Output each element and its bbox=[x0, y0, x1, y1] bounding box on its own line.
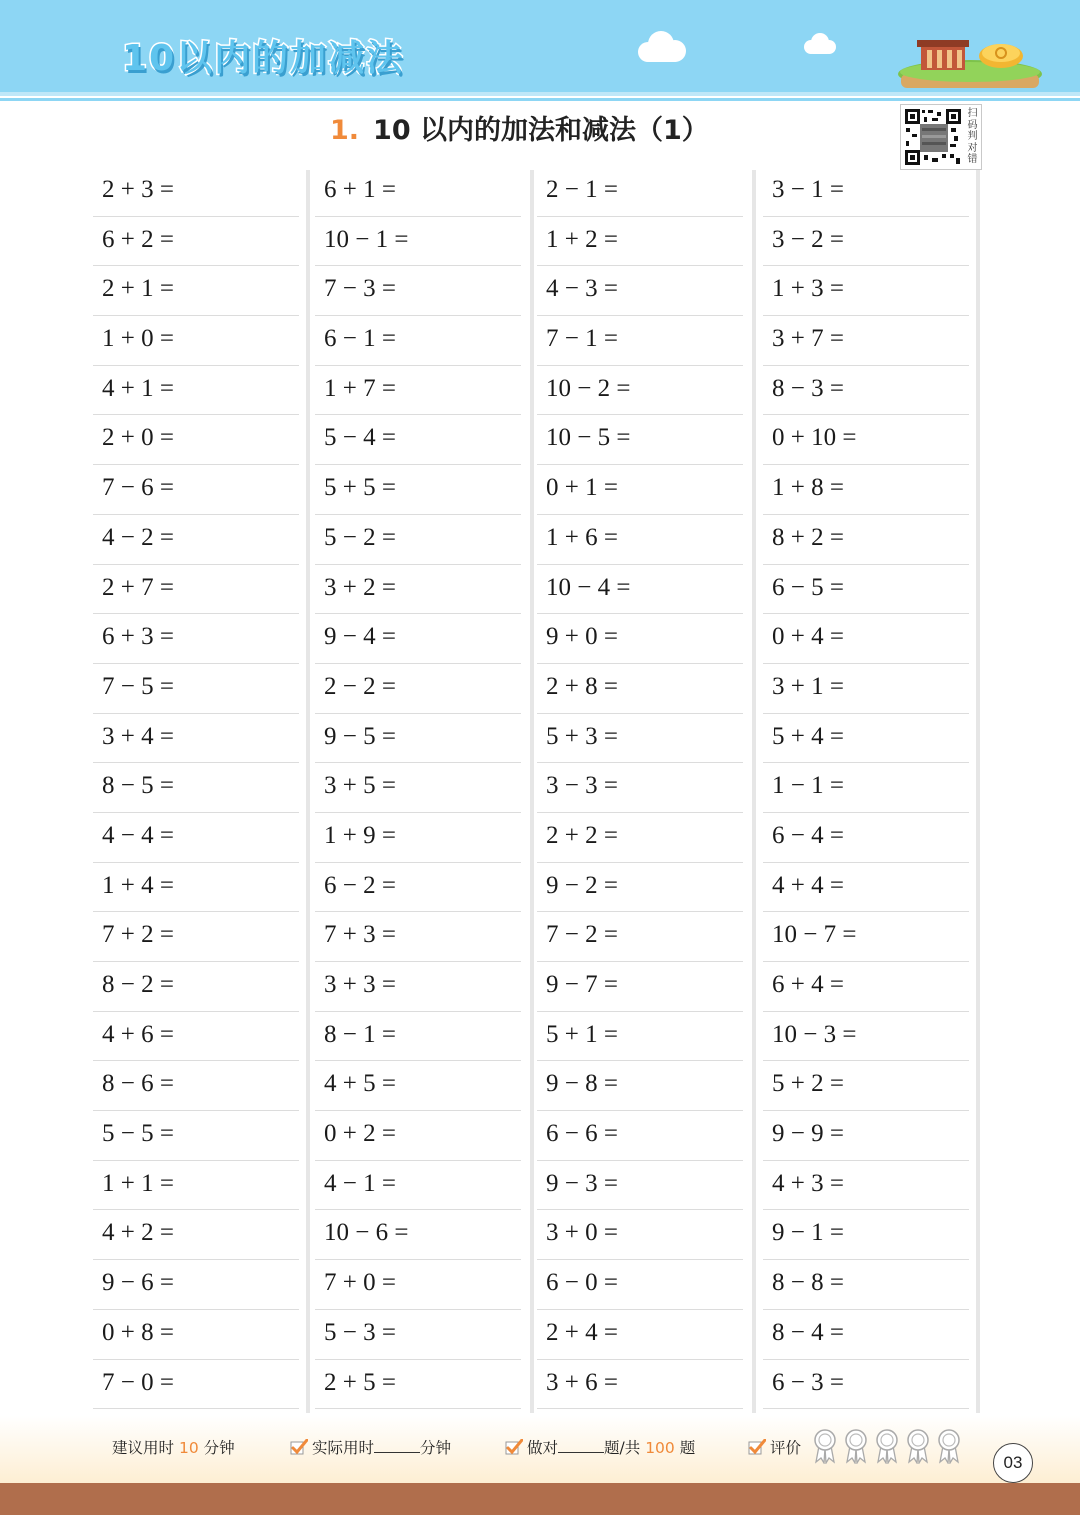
problem-item[interactable]: 8 + 2 = bbox=[763, 515, 969, 565]
problem-item[interactable]: 8 − 4 = bbox=[763, 1310, 969, 1360]
problem-item[interactable]: 9 + 0 = bbox=[537, 614, 743, 664]
question-unit: 题 bbox=[679, 1439, 696, 1457]
cloud-icon bbox=[632, 28, 690, 66]
problem-item[interactable]: 7 − 2 = bbox=[537, 912, 743, 962]
problem-item[interactable]: 7 − 6 = bbox=[93, 465, 299, 515]
problem-item[interactable]: 4 + 2 = bbox=[93, 1210, 299, 1260]
problem-item[interactable]: 8 − 3 = bbox=[763, 366, 969, 416]
rating-medal-icon[interactable] bbox=[843, 1428, 869, 1464]
problem-item[interactable]: 6 + 3 = bbox=[93, 614, 299, 664]
problem-item[interactable]: 1 + 2 = bbox=[537, 217, 743, 267]
problem-item[interactable]: 5 − 5 = bbox=[93, 1111, 299, 1161]
problem-item[interactable]: 3 + 3 = bbox=[315, 962, 521, 1012]
problem-item[interactable]: 8 − 2 = bbox=[93, 962, 299, 1012]
problem-item[interactable]: 8 − 6 = bbox=[93, 1061, 299, 1111]
qr-label-char: 对 bbox=[967, 142, 978, 154]
actual-time-blank[interactable] bbox=[374, 1438, 420, 1453]
problem-item[interactable]: 2 + 8 = bbox=[537, 664, 743, 714]
problem-item[interactable]: 4 − 4 = bbox=[93, 813, 299, 863]
qr-label-char: 判 bbox=[967, 131, 978, 142]
problem-item[interactable]: 9 − 7 = bbox=[537, 962, 743, 1012]
problem-item[interactable]: 1 + 6 = bbox=[537, 515, 743, 565]
problem-item[interactable]: 1 + 1 = bbox=[93, 1161, 299, 1211]
column-divider bbox=[976, 170, 980, 1413]
problem-item[interactable]: 10 − 3 = bbox=[763, 1012, 969, 1062]
check-icon bbox=[505, 1439, 523, 1455]
problem-item[interactable]: 2 + 5 = bbox=[315, 1360, 521, 1410]
problem-item[interactable]: 10 − 4 = bbox=[537, 565, 743, 615]
problem-item[interactable]: 6 + 1 = bbox=[315, 167, 521, 217]
problem-column-1 bbox=[93, 167, 299, 1409]
problem-item[interactable]: 9 − 6 = bbox=[93, 1260, 299, 1310]
total-label: 题/共 bbox=[604, 1439, 641, 1457]
problem-item[interactable]: 0 + 1 = bbox=[537, 465, 743, 515]
problem-item[interactable]: 1 + 7 = bbox=[315, 366, 521, 416]
problem-column-4 bbox=[763, 167, 969, 1409]
problem-item[interactable]: 9 − 9 = bbox=[763, 1111, 969, 1161]
problem-item[interactable]: 1 + 3 = bbox=[763, 266, 969, 316]
problem-item[interactable]: 3 − 3 = bbox=[537, 763, 743, 813]
rating-medal-icon[interactable] bbox=[812, 1428, 838, 1464]
problem-item[interactable]: 4 + 1 = bbox=[93, 366, 299, 416]
problem-item[interactable]: 8 − 1 = bbox=[315, 1012, 521, 1062]
small-cloud-icon bbox=[800, 32, 838, 56]
rating-medal-icon[interactable] bbox=[905, 1428, 931, 1464]
problem-item[interactable]: 2 + 4 = bbox=[537, 1310, 743, 1360]
problem-item[interactable]: 5 + 2 = bbox=[763, 1061, 969, 1111]
problem-item[interactable]: 7 + 2 = bbox=[93, 912, 299, 962]
problem-column-3 bbox=[537, 167, 743, 1409]
problem-item[interactable]: 5 + 4 = bbox=[763, 714, 969, 764]
problem-item[interactable]: 6 − 3 = bbox=[763, 1360, 969, 1410]
check-icon bbox=[290, 1439, 308, 1455]
problem-item[interactable]: 10 − 5 = bbox=[537, 415, 743, 465]
qr-label bbox=[966, 108, 979, 166]
problem-item[interactable]: 3 + 5 = bbox=[315, 763, 521, 813]
problem-item[interactable]: 10 − 2 = bbox=[537, 366, 743, 416]
problem-item[interactable]: 3 − 1 = bbox=[763, 167, 969, 217]
problem-item[interactable]: 3 + 7 = bbox=[763, 316, 969, 366]
minutes-unit: 分钟 bbox=[203, 1439, 235, 1457]
problem-item[interactable]: 4 + 5 = bbox=[315, 1061, 521, 1111]
minutes-unit: 分钟 bbox=[420, 1439, 452, 1457]
problem-item[interactable]: 7 − 0 = bbox=[93, 1360, 299, 1410]
problem-item[interactable]: 9 − 5 = bbox=[315, 714, 521, 764]
problem-item[interactable]: 3 + 4 = bbox=[93, 714, 299, 764]
problem-item[interactable]: 6 − 6 = bbox=[537, 1111, 743, 1161]
qr-label-char: 错 bbox=[967, 154, 978, 165]
problem-item[interactable]: 8 − 8 = bbox=[763, 1260, 969, 1310]
problem-item[interactable]: 5 + 3 = bbox=[537, 714, 743, 764]
qr-code-block[interactable] bbox=[900, 104, 982, 170]
problem-item[interactable]: 6 − 1 = bbox=[315, 316, 521, 366]
correct-count-blank[interactable] bbox=[558, 1438, 604, 1453]
correct-count bbox=[505, 1436, 695, 1460]
problem-item[interactable]: 9 − 1 = bbox=[763, 1210, 969, 1260]
column-divider bbox=[752, 170, 756, 1413]
rating-medal-icon[interactable] bbox=[936, 1428, 962, 1464]
problem-item[interactable]: 3 + 2 = bbox=[315, 565, 521, 615]
qr-code-icon[interactable] bbox=[904, 108, 962, 166]
problem-item[interactable]: 4 − 1 = bbox=[315, 1161, 521, 1211]
problem-item[interactable]: 6 + 4 = bbox=[763, 962, 969, 1012]
problem-item[interactable]: 5 − 3 = bbox=[315, 1310, 521, 1360]
problem-item[interactable]: 2 + 2 = bbox=[537, 813, 743, 863]
problem-item[interactable]: 2 + 3 = bbox=[93, 167, 299, 217]
check-icon bbox=[748, 1439, 766, 1455]
problem-item[interactable]: 7 − 3 = bbox=[315, 266, 521, 316]
actual-time-label: 实际用时 bbox=[312, 1439, 375, 1457]
footer-bar bbox=[0, 1483, 1080, 1515]
problem-item[interactable]: 9 − 4 = bbox=[315, 614, 521, 664]
problem-item[interactable]: 9 − 8 = bbox=[537, 1061, 743, 1111]
problem-item[interactable]: 2 + 1 = bbox=[93, 266, 299, 316]
exercise-number: 1. bbox=[330, 115, 360, 146]
problem-item[interactable]: 9 − 2 = bbox=[537, 863, 743, 913]
problem-item[interactable]: 0 + 2 = bbox=[315, 1111, 521, 1161]
problem-item[interactable]: 0 + 10 = bbox=[763, 415, 969, 465]
problem-item[interactable]: 7 + 3 = bbox=[315, 912, 521, 962]
problem-item[interactable]: 7 + 0 = bbox=[315, 1260, 521, 1310]
problem-item[interactable]: 10 − 7 = bbox=[763, 912, 969, 962]
problem-item[interactable]: 5 + 5 = bbox=[315, 465, 521, 515]
problem-item[interactable]: 2 + 7 = bbox=[93, 565, 299, 615]
column-divider bbox=[530, 170, 534, 1413]
suggested-time bbox=[112, 1436, 235, 1460]
suggested-minutes: 10 bbox=[178, 1439, 199, 1457]
qr-label-char: 码 bbox=[967, 119, 978, 131]
book-title: 10以内的加减法 bbox=[122, 38, 405, 79]
problem-item[interactable]: 4 + 6 = bbox=[93, 1012, 299, 1062]
problem-item[interactable]: 4 − 2 = bbox=[93, 515, 299, 565]
problem-item[interactable]: 6 − 4 = bbox=[763, 813, 969, 863]
problem-item[interactable]: 6 − 0 = bbox=[537, 1260, 743, 1310]
problem-item[interactable]: 1 + 9 = bbox=[315, 813, 521, 863]
qr-label-char: 扫 bbox=[967, 108, 978, 119]
problem-item[interactable]: 3 + 1 = bbox=[763, 664, 969, 714]
rating bbox=[748, 1436, 801, 1460]
correct-label: 做对 bbox=[527, 1439, 559, 1457]
problem-item[interactable]: 1 + 0 = bbox=[93, 316, 299, 366]
problem-item[interactable]: 4 + 3 = bbox=[763, 1161, 969, 1211]
problem-item[interactable]: 6 + 2 = bbox=[93, 217, 299, 267]
problem-item[interactable]: 10 − 1 = bbox=[315, 217, 521, 267]
rating-medal-icon[interactable] bbox=[874, 1428, 900, 1464]
problem-item[interactable]: 10 − 6 = bbox=[315, 1210, 521, 1260]
problem-item[interactable]: 3 − 2 = bbox=[763, 217, 969, 267]
exercise-title bbox=[330, 108, 709, 148]
temple-island-illustration bbox=[895, 30, 1045, 96]
page-number: 03 bbox=[993, 1443, 1033, 1483]
rating-label: 评价 bbox=[770, 1439, 802, 1457]
problem-item[interactable]: 9 − 3 = bbox=[537, 1161, 743, 1211]
header-divider-line bbox=[0, 98, 1080, 101]
problem-item[interactable]: 1 + 4 = bbox=[93, 863, 299, 913]
problem-item[interactable]: 1 − 1 = bbox=[763, 763, 969, 813]
suggested-time-label: 建议用时 bbox=[112, 1439, 175, 1457]
problem-item[interactable]: 5 − 4 = bbox=[315, 415, 521, 465]
problem-item[interactable]: 0 + 8 = bbox=[93, 1310, 299, 1360]
problem-item[interactable]: 0 + 4 = bbox=[763, 614, 969, 664]
problem-item[interactable]: 5 + 1 = bbox=[537, 1012, 743, 1062]
problem-item[interactable]: 2 − 2 = bbox=[315, 664, 521, 714]
problem-item[interactable]: 4 + 4 = bbox=[763, 863, 969, 913]
problem-item[interactable]: 6 − 5 = bbox=[763, 565, 969, 615]
problem-column-2 bbox=[315, 167, 521, 1409]
problem-item[interactable]: 3 + 0 = bbox=[537, 1210, 743, 1260]
problem-item[interactable]: 6 − 2 = bbox=[315, 863, 521, 913]
column-divider bbox=[306, 170, 310, 1413]
problem-item[interactable]: 2 + 0 = bbox=[93, 415, 299, 465]
problem-item[interactable]: 1 + 8 = bbox=[763, 465, 969, 515]
problem-item[interactable]: 7 − 5 = bbox=[93, 664, 299, 714]
actual-time bbox=[290, 1436, 451, 1460]
total-count: 100 bbox=[645, 1439, 675, 1457]
problem-item[interactable]: 2 − 1 = bbox=[537, 167, 743, 217]
exercise-title-text: 10 以内的加法和减法（1） bbox=[373, 115, 709, 146]
problem-item[interactable]: 4 − 3 = bbox=[537, 266, 743, 316]
problem-item[interactable]: 7 − 1 = bbox=[537, 316, 743, 366]
problem-item[interactable]: 3 + 6 = bbox=[537, 1360, 743, 1410]
problem-item[interactable]: 5 − 2 = bbox=[315, 515, 521, 565]
problem-item[interactable]: 8 − 5 = bbox=[93, 763, 299, 813]
